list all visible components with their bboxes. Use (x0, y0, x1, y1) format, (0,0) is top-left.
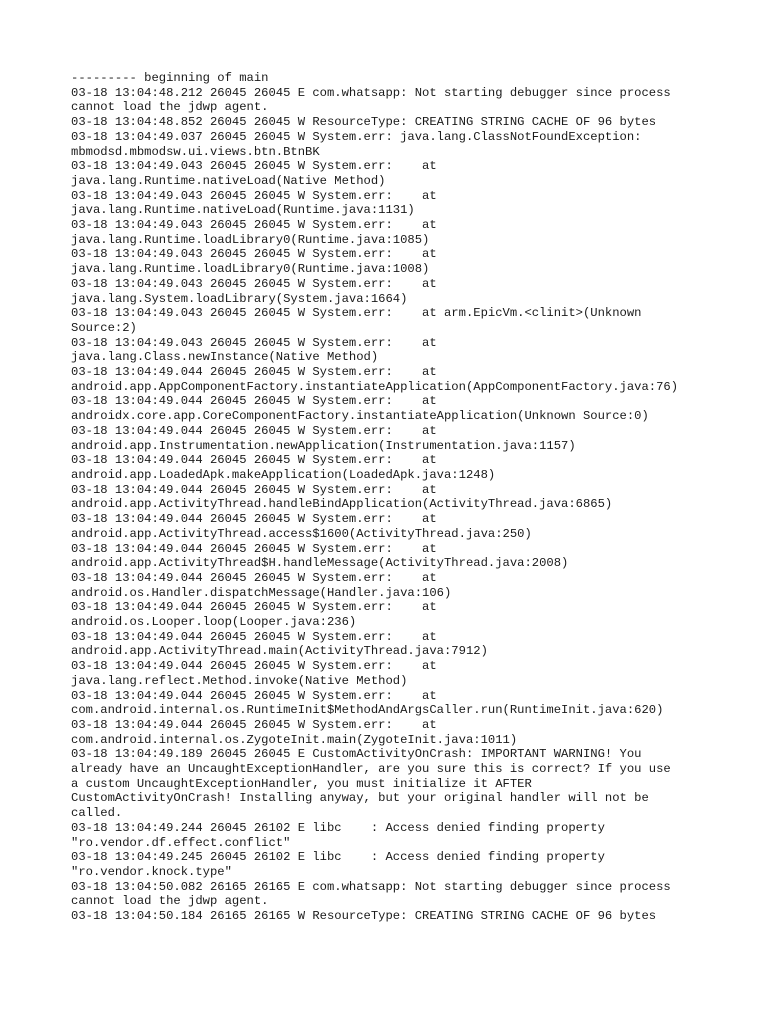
log-line: "ro.vendor.knock.type" (71, 864, 232, 879)
log-line: --------- beginning of main (71, 71, 269, 85)
log-line: called. (71, 806, 123, 821)
log-line: 03-18 13:04:50.082 26165 26165 E com.whatsapp: Not starting debugger since process (71, 879, 671, 894)
log-line: 03-18 13:04:49.189 26045 26045 E CustomActivityOnCrash: IMPORTANT WARNING! You (71, 747, 642, 762)
log-line: CustomActivityOnCrash! Installing anyway, but your original handler will not be (71, 791, 649, 806)
log-line: 03-18 13:04:49.044 26045 26045 W System.err: at (71, 629, 437, 644)
log-line: android.os.Looper.loop(Looper.java:236) (71, 615, 357, 630)
log-line: 03-18 13:04:49.044 26045 26045 W System.err: at (71, 570, 437, 585)
log-line: com.android.internal.os.RuntimeInit$MethodAndArgsCaller.run(RuntimeInit.java:620) (71, 703, 664, 718)
log-line: 03-18 13:04:49.043 26045 26045 W System.err: at (71, 335, 437, 350)
log-line: 03-18 13:04:49.044 26045 26045 W System.err: at (71, 453, 437, 468)
log-line: 03-18 13:04:49.043 26045 26045 W System.err: at (71, 247, 437, 262)
log-line: 03-18 13:04:48.212 26045 26045 E com.whatsapp: Not starting debugger since process (71, 85, 671, 100)
log-line: 03-18 13:04:49.245 26045 26102 E libc : Access denied finding property (71, 850, 605, 865)
log-line: 03-18 13:04:50.184 26165 26165 W ResourceType: CREATING STRING CACHE OF 96 bytes (71, 909, 657, 924)
log-line: cannot load the jdwp agent. (71, 894, 269, 909)
log-line: 03-18 13:04:49.043 26045 26045 W System.err: at (71, 188, 437, 203)
log-line: 03-18 13:04:49.044 26045 26045 W System.err: at (71, 659, 437, 674)
log-line: java.lang.Class.newInstance(Native Method) (71, 350, 379, 365)
log-line: 03-18 13:04:49.044 26045 26045 W System.err: at (71, 394, 437, 409)
log-line: "ro.vendor.df.effect.conflict" (71, 835, 291, 850)
log-line: 03-18 13:04:49.044 26045 26045 W System.err: at (71, 423, 437, 438)
log-line: java.lang.Runtime.loadLibrary0(Runtime.java:1008) (71, 262, 430, 277)
log-line: 03-18 13:04:49.043 26045 26045 W System.err: at arm.EpicVm.<clinit>(Unknown (71, 306, 642, 321)
log-line: 03-18 13:04:49.043 26045 26045 W System.err: at (71, 218, 437, 233)
log-line: 03-18 13:04:49.044 26045 26045 W System.err: at (71, 717, 437, 732)
log-line: 03-18 13:04:49.044 26045 26045 W System.err: at (71, 512, 437, 527)
log-line: androidx.core.app.CoreComponentFactory.instantiateApplication(Unknown Source:0) (71, 409, 649, 424)
log-line: java.lang.Runtime.nativeLoad(Runtime.java:1131) (71, 203, 415, 218)
log-line: a custom UncaughtExceptionHandler, you must initialize it AFTER (71, 776, 532, 791)
log-text-block (71, 71, 731, 924)
log-line: 03-18 13:04:49.043 26045 26045 W System.err: at (71, 159, 437, 174)
log-line: 03-18 13:04:49.037 26045 26045 W System.err: java.lang.ClassNotFoundException: (71, 129, 642, 144)
log-line: 03-18 13:04:49.244 26045 26102 E libc : Access denied finding property (71, 820, 605, 835)
log-line: cannot load the jdwp agent. (71, 100, 269, 115)
log-line: java.lang.System.loadLibrary(System.java:1664) (71, 291, 408, 306)
log-line: java.lang.Runtime.loadLibrary0(Runtime.java:1085) (71, 232, 430, 247)
log-line: android.os.Handler.dispatchMessage(Handler.java:106) (71, 585, 452, 600)
log-line: android.app.ActivityThread.access$1600(ActivityThread.java:250) (71, 526, 532, 541)
log-line: 03-18 13:04:49.044 26045 26045 W System.err: at (71, 365, 437, 380)
log-line: Source:2) (71, 320, 137, 335)
log-line: java.lang.reflect.Method.invoke(Native Method) (71, 673, 408, 688)
log-line: android.app.Instrumentation.newApplication(Instrumentation.java:1157) (71, 438, 576, 453)
log-line: android.app.ActivityThread.main(ActivityThread.java:7912) (71, 644, 488, 659)
log-line: 03-18 13:04:49.044 26045 26045 W System.err: at (71, 688, 437, 703)
log-line: 03-18 13:04:49.043 26045 26045 W System.err: at (71, 276, 437, 291)
log-line: 03-18 13:04:49.044 26045 26045 W System.err: at (71, 541, 437, 556)
log-line: com.android.internal.os.ZygoteInit.main(ZygoteInit.java:1011) (71, 732, 518, 747)
log-line: 03-18 13:04:49.044 26045 26045 W System.err: at (71, 600, 437, 615)
log-document (71, 71, 731, 924)
log-line: 03-18 13:04:48.852 26045 26045 W ResourceType: CREATING STRING CACHE OF 96 bytes (71, 115, 657, 130)
log-line: mbmodsd.mbmodsw.ui.views.btn.BtnBK (71, 144, 320, 159)
log-line: android.app.ActivityThread$H.handleMessage(ActivityThread.java:2008) (71, 556, 569, 571)
log-line: android.app.ActivityThread.handleBindApplication(ActivityThread.java:6865) (71, 497, 613, 512)
log-line: 03-18 13:04:49.044 26045 26045 W System.err: at (71, 482, 437, 497)
log-line: android.app.LoadedApk.makeApplication(LoadedApk.java:1248) (71, 467, 496, 482)
log-line: java.lang.Runtime.nativeLoad(Native Method) (71, 173, 386, 188)
log-line: already have an UncaughtExceptionHandler, are you sure this is correct? If you use (71, 762, 671, 777)
log-line: android.app.AppComponentFactory.instantiateApplication(AppComponentFactory.java:76) (71, 379, 679, 394)
